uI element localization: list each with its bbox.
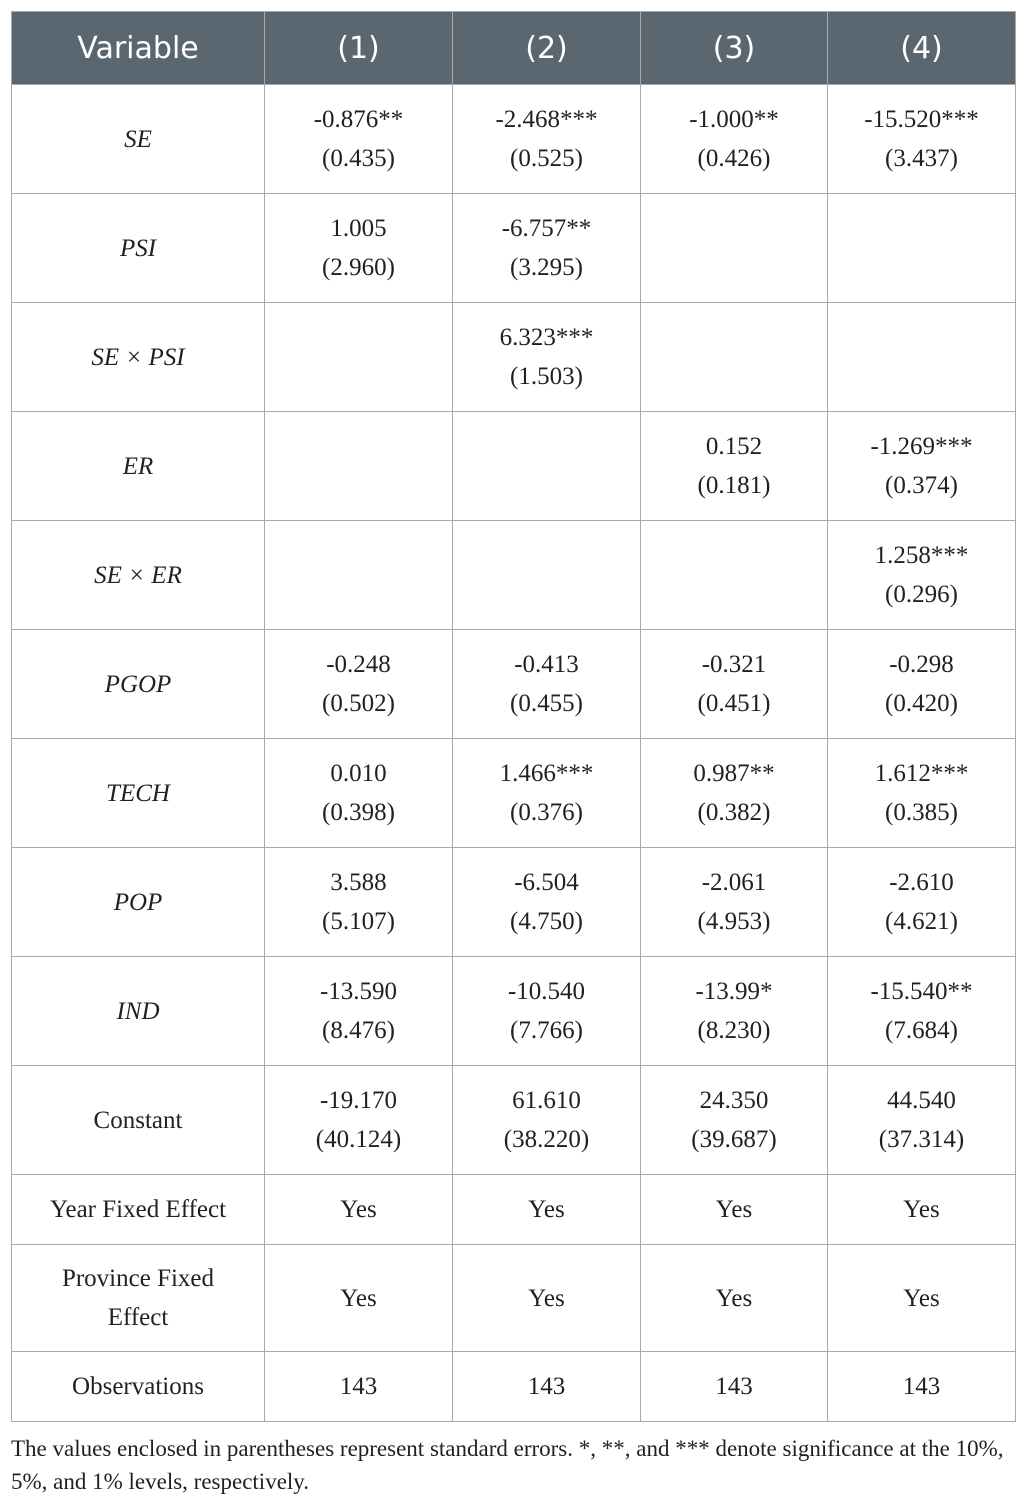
standard-error-value: (1.503) [510, 363, 583, 390]
coefficient-value: -10.540 [507, 978, 586, 1005]
standard-error-value: (3.295) [510, 254, 583, 281]
coefficient-cell [265, 194, 453, 303]
standard-error-value: (0.181) [697, 472, 771, 499]
coefficient-value: -6.504 [514, 869, 579, 896]
coefficient-value: 1.612*** [874, 760, 969, 787]
coefficient-cell [453, 1066, 641, 1175]
coefficient-value: -15.520*** [864, 106, 979, 133]
variable-label: SE [12, 85, 265, 194]
coefficient-value: -19.170 [319, 1087, 398, 1114]
variable-label: POP [12, 848, 265, 957]
coefficient-cell [265, 303, 453, 412]
coefficient-value: -13.590 [319, 978, 398, 1005]
row-value: Yes [265, 1245, 453, 1352]
row-label: Year Fixed Effect [12, 1175, 265, 1245]
coefficient-cell [641, 521, 828, 630]
standard-error-value: (40.124) [315, 1126, 402, 1153]
standard-error-value: (39.687) [691, 1126, 777, 1153]
standard-error-value: (0.420) [885, 690, 958, 717]
coefficient-cell [828, 521, 1016, 630]
standard-error-value: (0.435) [322, 145, 395, 172]
coefficient-cell [641, 739, 828, 848]
standard-error-value: (0.382) [697, 799, 771, 826]
table-row [12, 85, 1016, 194]
row-value: 143 [265, 1352, 453, 1422]
coefficient-cell [828, 1066, 1016, 1175]
table-row [12, 739, 1016, 848]
header-row [12, 12, 1016, 85]
coefficient-value: -2.468*** [495, 106, 598, 133]
table-row [12, 957, 1016, 1066]
coefficient-cell [265, 521, 453, 630]
coefficient-value: 61.610 [512, 1087, 581, 1114]
coefficient-cell [828, 85, 1016, 194]
standard-error-value: (4.621) [885, 908, 958, 935]
variable-label: TECH [12, 739, 265, 848]
coefficient-cell [265, 630, 453, 739]
standard-error-value: (5.107) [322, 908, 395, 935]
table-footnote: The values enclosed in parentheses represent standard errors. *, **, and *** denote significance at the 10%, 5%, and 1% levels, respectively. [11, 1436, 1004, 1494]
table-row [12, 1175, 1016, 1245]
coefficient-value: 0.010 [330, 760, 387, 787]
coefficient-cell [641, 412, 828, 521]
variable-label: Constant [12, 1066, 265, 1175]
coefficient-cell [828, 194, 1016, 303]
coefficient-value: 1.466*** [499, 760, 594, 787]
coefficient-value: -1.000** [689, 106, 779, 133]
coefficient-value: -0.248 [326, 651, 391, 678]
coefficient-value: 1.258*** [874, 542, 969, 569]
coefficient-value: 24.350 [699, 1087, 769, 1114]
coefficient-cell [641, 194, 828, 303]
standard-error-value: (0.374) [885, 472, 958, 499]
coefficient-cell [828, 412, 1016, 521]
coefficient-cell [641, 303, 828, 412]
coefficient-cell [453, 194, 641, 303]
row-value: Yes [828, 1245, 1016, 1352]
coefficient-value: 1.005 [330, 215, 387, 242]
standard-error-value: (0.525) [510, 145, 583, 172]
coefficient-cell [641, 85, 828, 194]
standard-error-value: (7.766) [510, 1017, 583, 1044]
coefficient-value: -13.99* [695, 978, 773, 1005]
coefficient-cell [265, 412, 453, 521]
coefficient-cell [641, 1066, 828, 1175]
standard-error-value: (7.684) [885, 1017, 958, 1044]
row-value: Yes [453, 1245, 641, 1352]
row-value: Yes [641, 1175, 828, 1245]
standard-error-value: (0.455) [510, 690, 583, 717]
coefficient-value: 0.152 [705, 433, 763, 460]
row-value: 143 [641, 1352, 828, 1422]
standard-error-value: (37.314) [878, 1126, 965, 1153]
standard-error-value: (0.451) [697, 690, 771, 717]
row-value: Yes [265, 1175, 453, 1245]
row-value: Yes [828, 1175, 1016, 1245]
standard-error-value: (0.376) [510, 799, 583, 826]
table-row [12, 303, 1016, 412]
coefficient-cell [453, 412, 641, 521]
row-value: 143 [828, 1352, 1016, 1422]
coefficient-cell [265, 1066, 453, 1175]
coefficient-cell [641, 630, 828, 739]
coefficient-cell [828, 848, 1016, 957]
coefficient-cell [453, 85, 641, 194]
table-header [12, 12, 1016, 85]
table-row [12, 521, 1016, 630]
coefficient-value: -6.757** [501, 215, 592, 242]
coefficient-cell [828, 739, 1016, 848]
coefficient-value: -2.061 [701, 869, 767, 896]
variable-label: ER [12, 412, 265, 521]
row-value: 143 [453, 1352, 641, 1422]
table-body [12, 85, 1016, 1422]
coefficient-value: 0.987** [693, 760, 775, 787]
coefficient-value: 44.540 [887, 1087, 956, 1114]
coefficient-cell [453, 303, 641, 412]
header-model-4: (4) [828, 12, 1016, 85]
variable-label: IND [12, 957, 265, 1066]
coefficient-cell [265, 848, 453, 957]
row-label: Observations [12, 1352, 265, 1422]
coefficient-value: -0.413 [514, 651, 579, 678]
coefficient-value: -0.876** [313, 106, 404, 133]
row-value: Yes [641, 1245, 828, 1352]
coefficient-value: -1.269*** [870, 433, 973, 460]
coefficient-cell [453, 957, 641, 1066]
table-row [12, 1066, 1016, 1175]
coefficient-cell [641, 957, 828, 1066]
row-label: Province Fixed Effect [12, 1245, 265, 1352]
variable-label: PSI [12, 194, 265, 303]
table-row [12, 194, 1016, 303]
coefficient-value: -0.321 [701, 651, 767, 678]
coefficient-cell [265, 957, 453, 1066]
coefficient-cell [828, 630, 1016, 739]
coefficient-cell [828, 303, 1016, 412]
standard-error-value: (0.502) [322, 690, 395, 717]
standard-error-value: (8.230) [697, 1017, 771, 1044]
standard-error-value: (4.953) [697, 908, 771, 935]
standard-error-value: (0.426) [697, 145, 771, 172]
header-model-1: (1) [265, 12, 453, 85]
coefficient-value: -15.540** [870, 978, 973, 1005]
standard-error-value: (3.437) [885, 145, 958, 172]
coefficient-cell [453, 630, 641, 739]
coefficient-cell [265, 85, 453, 194]
standard-error-value: (8.476) [322, 1017, 395, 1044]
header-variable: Variable [12, 12, 265, 85]
variable-label: PGOP [12, 630, 265, 739]
standard-error-value: (2.960) [322, 254, 395, 281]
standard-error-value: (4.750) [510, 908, 583, 935]
coefficient-value: 6.323*** [499, 324, 594, 351]
coefficient-cell [453, 739, 641, 848]
coefficient-cell [453, 521, 641, 630]
row-value: Yes [453, 1175, 641, 1245]
table-row [12, 412, 1016, 521]
standard-error-value: (0.296) [885, 581, 958, 608]
table-row [12, 848, 1016, 957]
header-model-2: (2) [453, 12, 641, 85]
coefficient-value: 3.588 [330, 869, 387, 896]
table-row [12, 1352, 1016, 1422]
coefficient-cell [265, 739, 453, 848]
coefficient-value: -0.298 [889, 651, 954, 678]
table-row [12, 1245, 1016, 1352]
standard-error-value: (38.220) [503, 1126, 590, 1153]
coefficient-value: -2.610 [889, 869, 954, 896]
coefficient-cell [453, 848, 641, 957]
standard-error-value: (0.398) [322, 799, 395, 826]
variable-label: SE × PSI [12, 303, 265, 412]
coefficient-cell [828, 957, 1016, 1066]
table-row [12, 630, 1016, 739]
coefficient-cell [641, 848, 828, 957]
variable-label: SE × ER [12, 521, 265, 630]
standard-error-value: (0.385) [885, 799, 958, 826]
header-model-3: (3) [641, 12, 828, 85]
regression-table [11, 11, 1016, 1422]
